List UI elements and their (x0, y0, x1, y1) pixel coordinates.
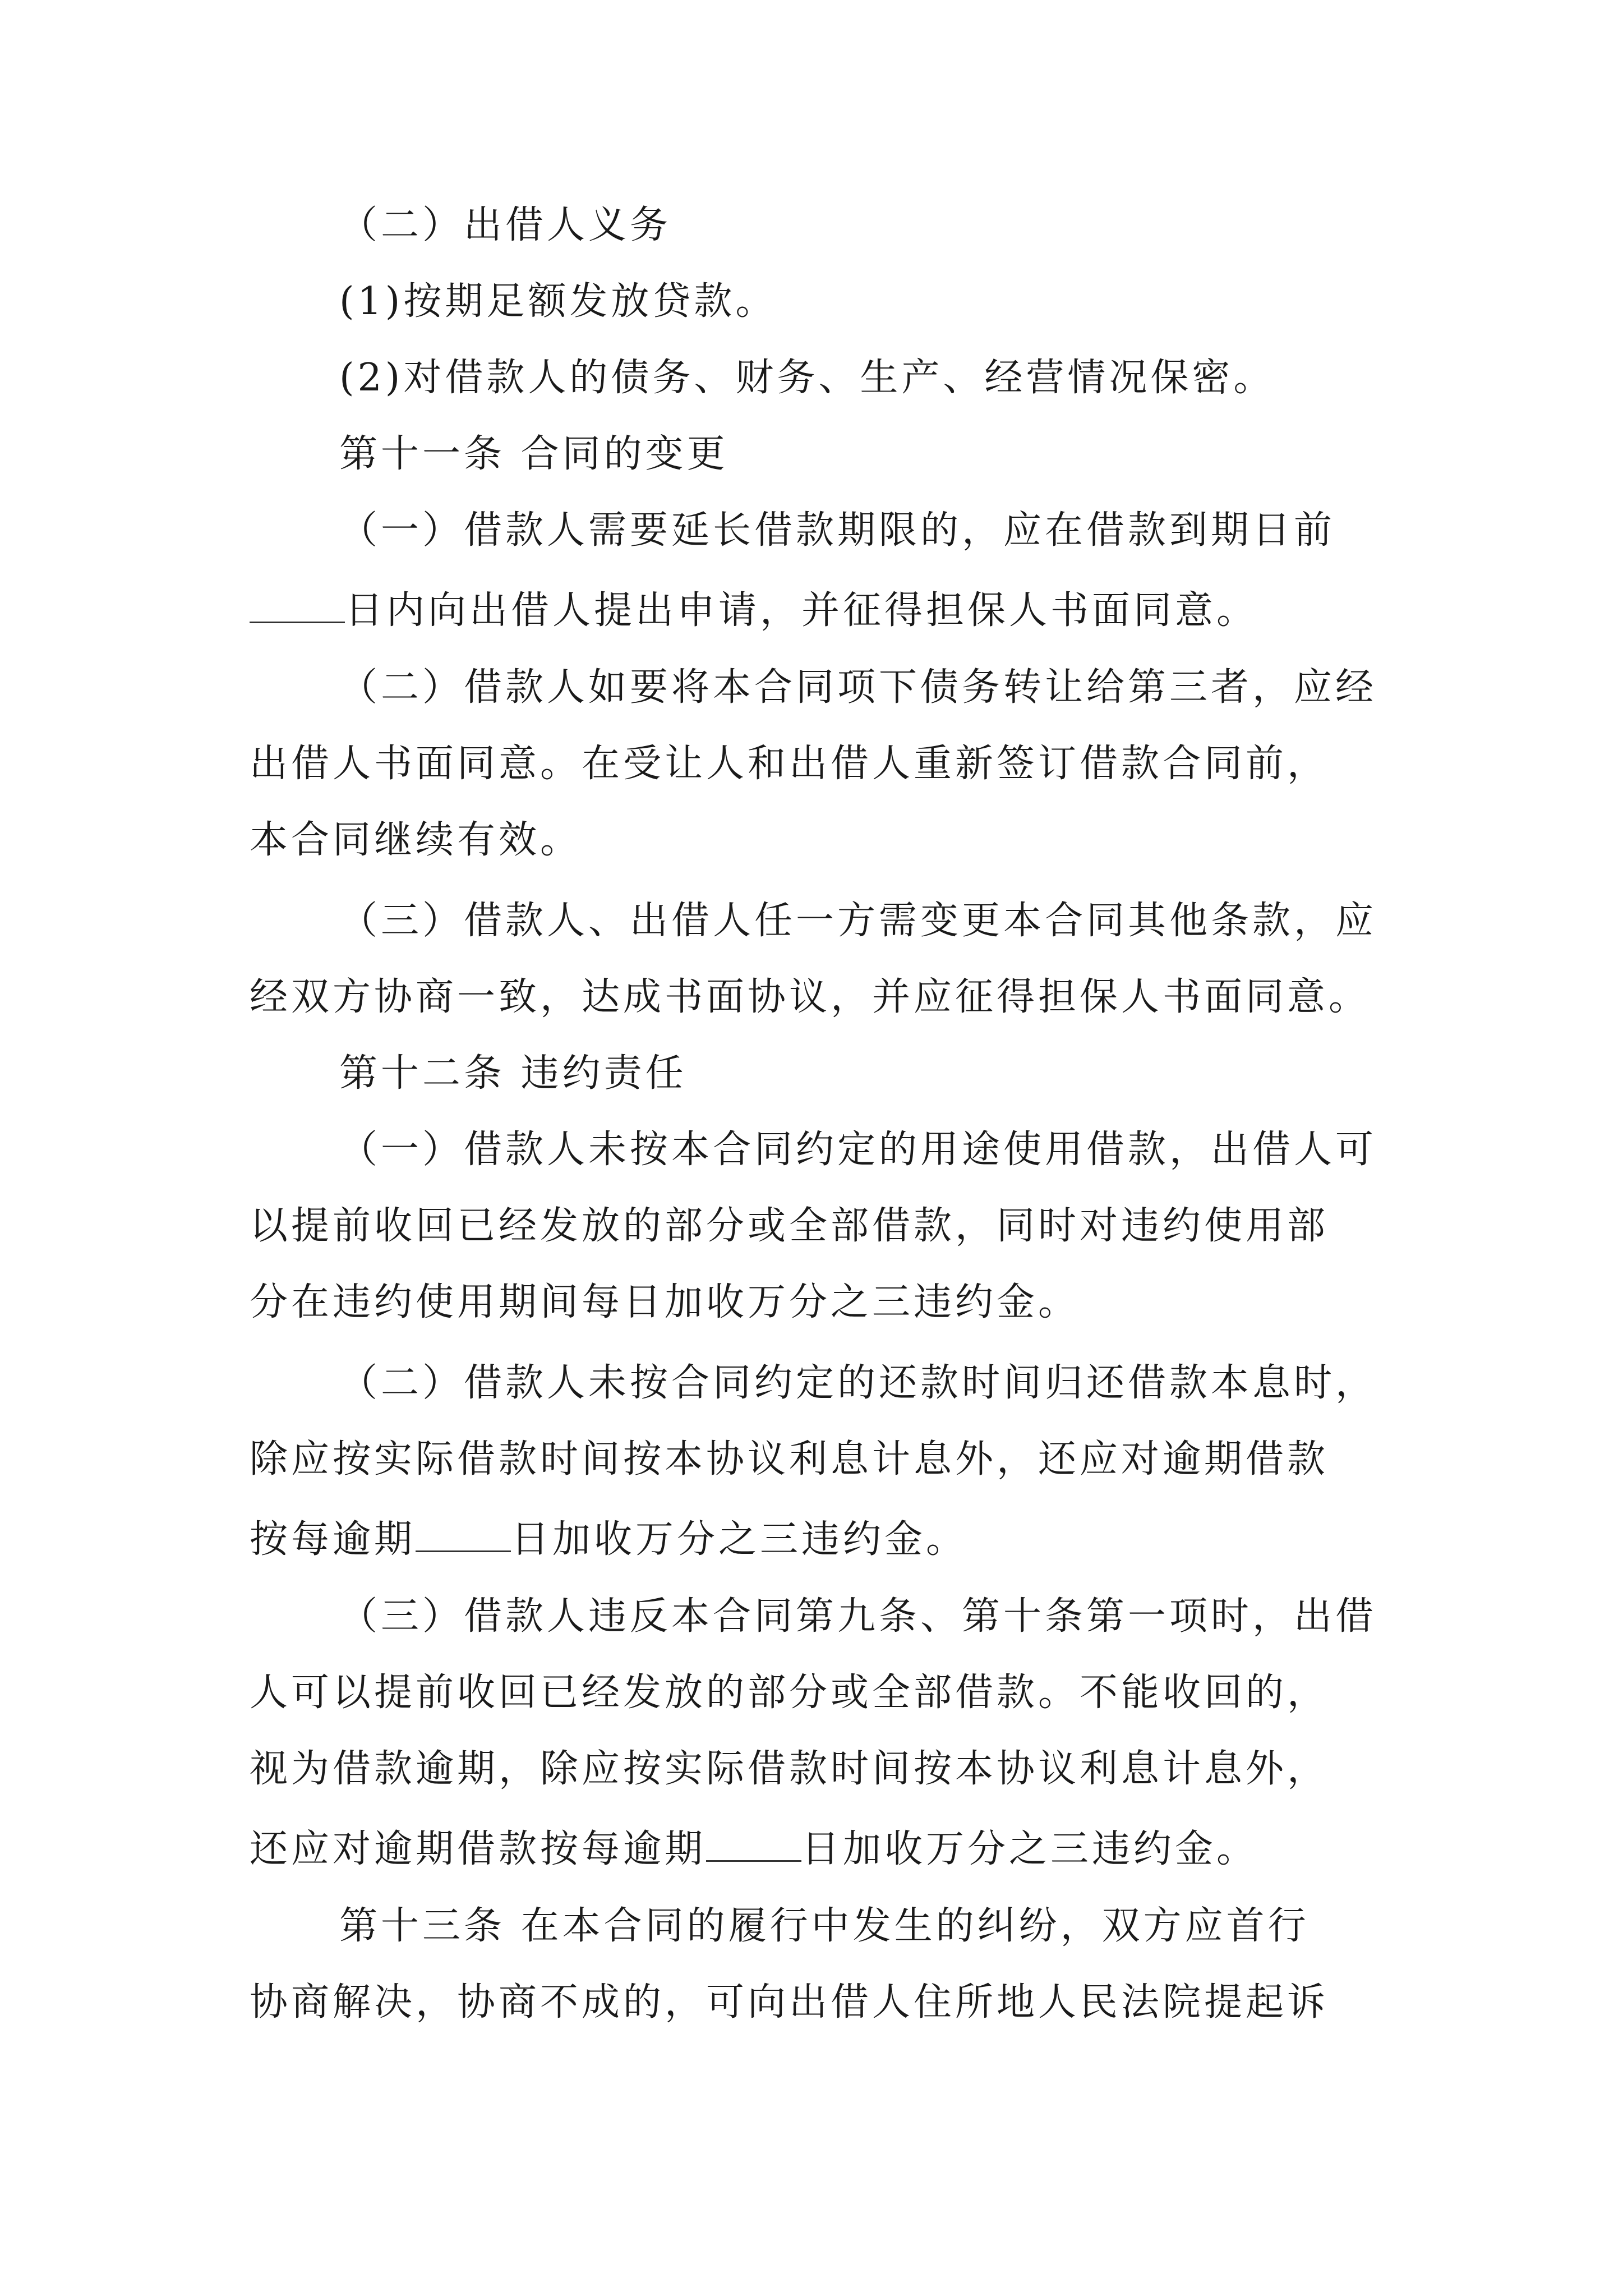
paragraph-line: 经双方协商一致，达成书面协议，并应征得担保人书面同意。 (250, 975, 1371, 1019)
paragraph-line: (2)对借款人的债务、财务、生产、经营情况保密。 (339, 356, 1275, 400)
paragraph-text: 按每逾期 (250, 1517, 416, 1562)
paragraph-line (250, 588, 1394, 633)
paragraph-line: （二）借款人如要将本合同项下债务转让给第三者，应经 (339, 665, 1377, 710)
paragraph-text: 日加收万分之三违约金。 (801, 1827, 1258, 1871)
paragraph-line (250, 1826, 1394, 1871)
paragraph-line: 除应按实际借款时间按本协议利息计息外，还应对逾期借款 (250, 1437, 1329, 1481)
article-13-line: 第十三条 在本合同的履行中发生的纠纷，双方应首行 (339, 1904, 1310, 1948)
paragraph-line: 协商解决，协商不成的，可向出借人住所地人民法院提起诉 (250, 1980, 1329, 2024)
article-heading-12: 第十二条 违约责任 (339, 1051, 687, 1096)
paragraph-text: 日内向出借人提出申请，并征得担保人书面同意。 (345, 588, 1258, 633)
paragraph-text: 还应对逾期借款按每逾期 (250, 1827, 707, 1871)
paragraph-line: （三）借款人违反本合同第九条、第十条第一项时，出借 (339, 1594, 1377, 1639)
paragraph-line: 以提前收回已经发放的部分或全部借款，同时对违约使用部 (250, 1204, 1329, 1248)
paragraph-line: 分在违约使用期间每日加收万分之三违约金。 (250, 1280, 1080, 1324)
document-body (250, 203, 1394, 2024)
paragraph-line: 人可以提前收回已经发放的部分或全部借款。不能收回的， (250, 1671, 1329, 1715)
section-heading-lender-obligations: （二）出借人义务 (339, 203, 672, 247)
fill-in-blank[interactable] (250, 588, 345, 623)
paragraph-text: 日加收万分之三违约金。 (511, 1517, 968, 1562)
paragraph-line: (1)按期足额发放贷款。 (339, 279, 777, 324)
paragraph-line: （二）借款人未按合同约定的还款时间归还借款本息时， (339, 1361, 1377, 1405)
paragraph-line (250, 1517, 1394, 1562)
paragraph-line: 视为借款逾期，除应按实际借款时间按本协议利息计息外， (250, 1747, 1329, 1791)
article-heading-11: 第十一条 合同的变更 (339, 432, 728, 476)
paragraph-line: （一）借款人未按本合同约定的用途使用借款，出借人可 (339, 1128, 1377, 1172)
paragraph-line: 本合同继续有效。 (250, 818, 582, 862)
paragraph-line: （一）借款人需要延长借款期限的，应在借款到期日前 (339, 508, 1336, 553)
paragraph-line: 出借人书面同意。在受让人和出借人重新签订借款合同前， (250, 742, 1329, 786)
paragraph-line: （三）借款人、出借人任一方需变更本合同其他条款，应 (339, 899, 1377, 943)
fill-in-blank[interactable] (416, 1517, 511, 1552)
fill-in-blank[interactable] (706, 1826, 801, 1862)
